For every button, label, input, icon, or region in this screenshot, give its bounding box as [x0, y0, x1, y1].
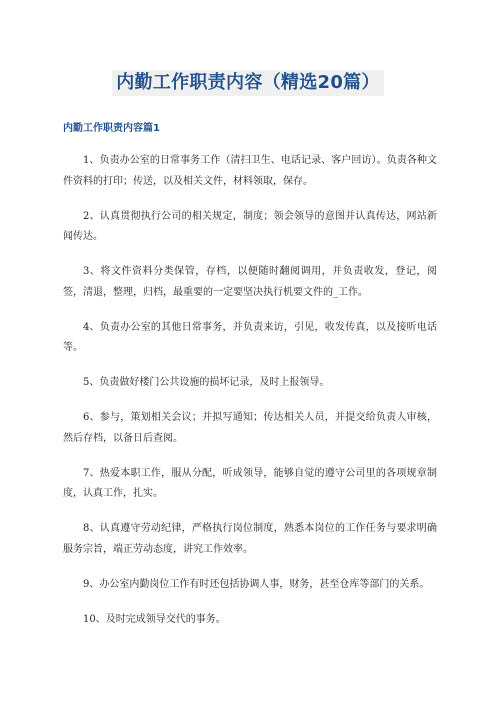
document-title: 内勤工作职责内容（精选20篇）: [112, 70, 384, 96]
duty-item-5: 5、负责做好楼门公共设施的损坏记录，及时上报领导。: [83, 377, 330, 388]
duty-item-1: 1、负责办公室的日常事务工作（清扫卫生、电话记录、客户回访）。负责各种文件资料的打印；传送，以及相关文件，材料领取，保存。: [63, 155, 437, 187]
duty-item-10: 10、及时完成领导交代的事务。: [83, 613, 226, 625]
duty-item-7: 7、热爱本职工作，服从分配，听成领导，能够自觉的遵守公司里的各项规章制度，认真工作，扎实。: [63, 467, 437, 499]
section-heading: 内勤工作职责内容篇1: [63, 123, 160, 134]
duty-item-4: 4、负责办公室的其他日常事务，并负责来访，引见，收发传真，以及接听电话等。: [63, 321, 437, 353]
duty-item-2: 2、认真贯彻执行公司的相关规定，制度；领会领导的意图并认真传达，网站新闻传达。: [63, 210, 437, 242]
duty-item-6: 6、参与，策划相关会议；并拟写通知；传达相关人员，并提交给负责人审核，然后存档，以备日后查阅。: [63, 412, 437, 444]
duty-item-3: 3、将文件资料分类保管，存档，以便随时翻阅调用，并负责收发，登记，阅签，清退，整理，归档，最重要的一定要坚决执行机要文件的_工作。: [63, 266, 437, 298]
duty-item-8: 8、认真遵守劳动纪律，严格执行岗位制度，熟悉本岗位的工作任务与要求明确服务宗旨，端正劳动态度，讲究工作效率。: [63, 523, 437, 555]
duty-item-9: 9、办公室内勤岗位工作有时还包括协调人事，财务，甚至仓库等部门的关系。: [83, 578, 430, 590]
title-container: [0, 70, 496, 96]
duty-list: [63, 151, 437, 645]
